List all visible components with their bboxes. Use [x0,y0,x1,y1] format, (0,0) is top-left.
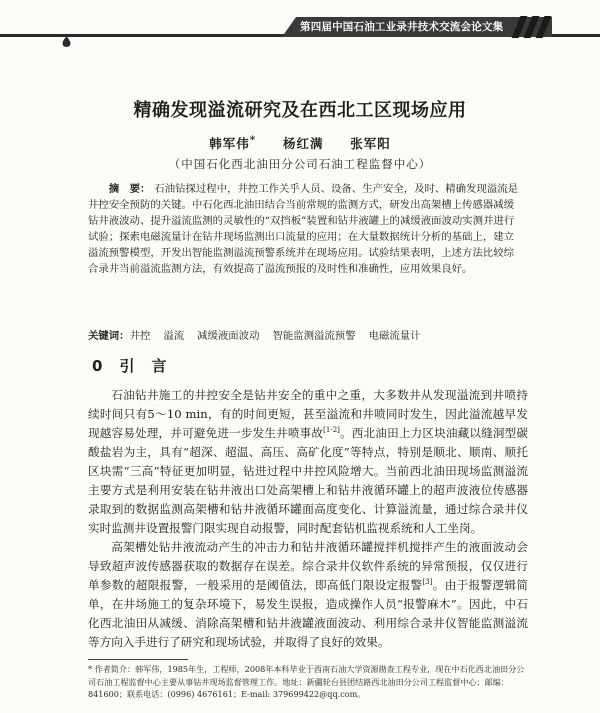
keyword: 电磁流量计 [368,330,421,342]
affiliation: （中国石化西北油田分公司石油工程监督中心） [168,157,432,171]
keyword: 井控 [129,330,151,342]
section-title: 引 言 [119,357,168,375]
author-line [0,134,600,152]
paragraph [88,538,528,652]
author-name: 韩军伟 [209,136,250,152]
citation: [3] [422,578,433,587]
keyword: 溢流 [163,330,185,342]
body-text [88,386,528,652]
section-heading [92,355,167,376]
flame-logo-icon [62,36,71,47]
section-number: 0 [92,357,104,375]
paper-title: 精确发现溢流研究及在西北工区现场应用 [133,100,467,121]
running-header [0,0,600,52]
keyword: 智能监测溢流预警 [272,330,356,342]
series-title: 第四届中国石油工业录井技术交流会论文集 [300,21,504,33]
paragraph-text: 。由于报警逻辑简单，在井场施工的复杂环境下，易发生误报，造成操作人员“报警麻木”。因此，中石化西北油田从减缓、消除高架槽和钻井液罐液面波动、利用综合录井仪智能监测溢流等方向入手进行了研究和现场试验，并取得了良好的效果。 [88,578,528,649]
header-slash-marks [512,16,554,38]
abstract [88,182,520,277]
abstract-text: 石油钻探过程中，井控工作关乎人员、设备、生产安全，及时、精确发现溢流是井控安全预防的关键。中石化西北油田结合当前常规的监测方式，研发出高架槽上传感器减缓钻井液波动、提升溢流监测的灵敏性的“双挡板”装置和钻井液罐上的减缓液面波动实测并进行试验；探索电磁流量计在钻井现场监测出口流量的应用；在大量数据统计分析的基础上，建立溢流预警模型，开发出智能监测溢流预警系统并在现场应用。试验结果表明，上述方法比较综合录井当前溢流监测方法，有效提高了溢流预报的及时性和准确性，应用效果良好。 [88,183,519,275]
keywords [88,329,528,344]
abstract-label: 摘 要： [108,183,151,195]
author-name: 杨红满 [282,136,324,152]
paragraph [88,386,528,538]
paragraph-text: 。西北油田上力区块油藏以缝洞型碳酸盐岩为主，具有“超深、超温、高压、高矿化度”等特点，特别是顺北、顺南、顺托区块需“三高”特征更加明显，钻进过程中井控风险增大。当前西北油田现场监测溢流主要方式是利用安装在钻井液出口处高架槽上和钻井液循环罐上的超声波液位传感器录取到的数据监测高架槽和钻井液循环罐面高度变化、计算溢流量，通过综合录井仪实时监测井设置报警门限实现自动报警，同时配套钻机监视系统和人工坐岗。 [88,426,528,535]
paragraph-text: 石油钻井施工的井控安全是钻井安全的重中之重，大多数井从发现溢流到井喷持续时间只有5～10 min，有的时间更短，甚至溢流和井喷同时发生，因此溢流越早发现越容易处理，并可避免进一步发生井喷事故 [88,388,528,440]
keyword: 减缓液面波动 [197,330,260,342]
citation: [1-2] [323,426,340,435]
footnote-rule [88,659,188,660]
corresponding-mark: * [249,134,257,146]
author-name: 张军阳 [350,136,391,152]
keywords-label: 关键词： [88,330,130,342]
paragraph-text: 高架槽处钻井液流动产生的冲击力和钻井液循环罐搅拌机搅拌产生的液面波动会导致超声波传感器获取的数据存在误差。综合录井仪软件系统的异常预报，仅仅进行单参数的超限报警，一般采用的是阈值法，即高低门限设定报警 [88,540,528,592]
author-footnote: * 作者简介：韩军伟，1985年生，工程师，2008年本科毕业于西南石油大学资源勘查工程专业，现在中石化西北油田分公司石油工程监督中心主要从事钻井现场监督管理工作。地址：新疆轮台县团结路西北油田分公司工程监督中心；邮编：841600；联系电话：(0996) 4676161；E-mail: 379699422@qq.com。 [88,664,525,699]
